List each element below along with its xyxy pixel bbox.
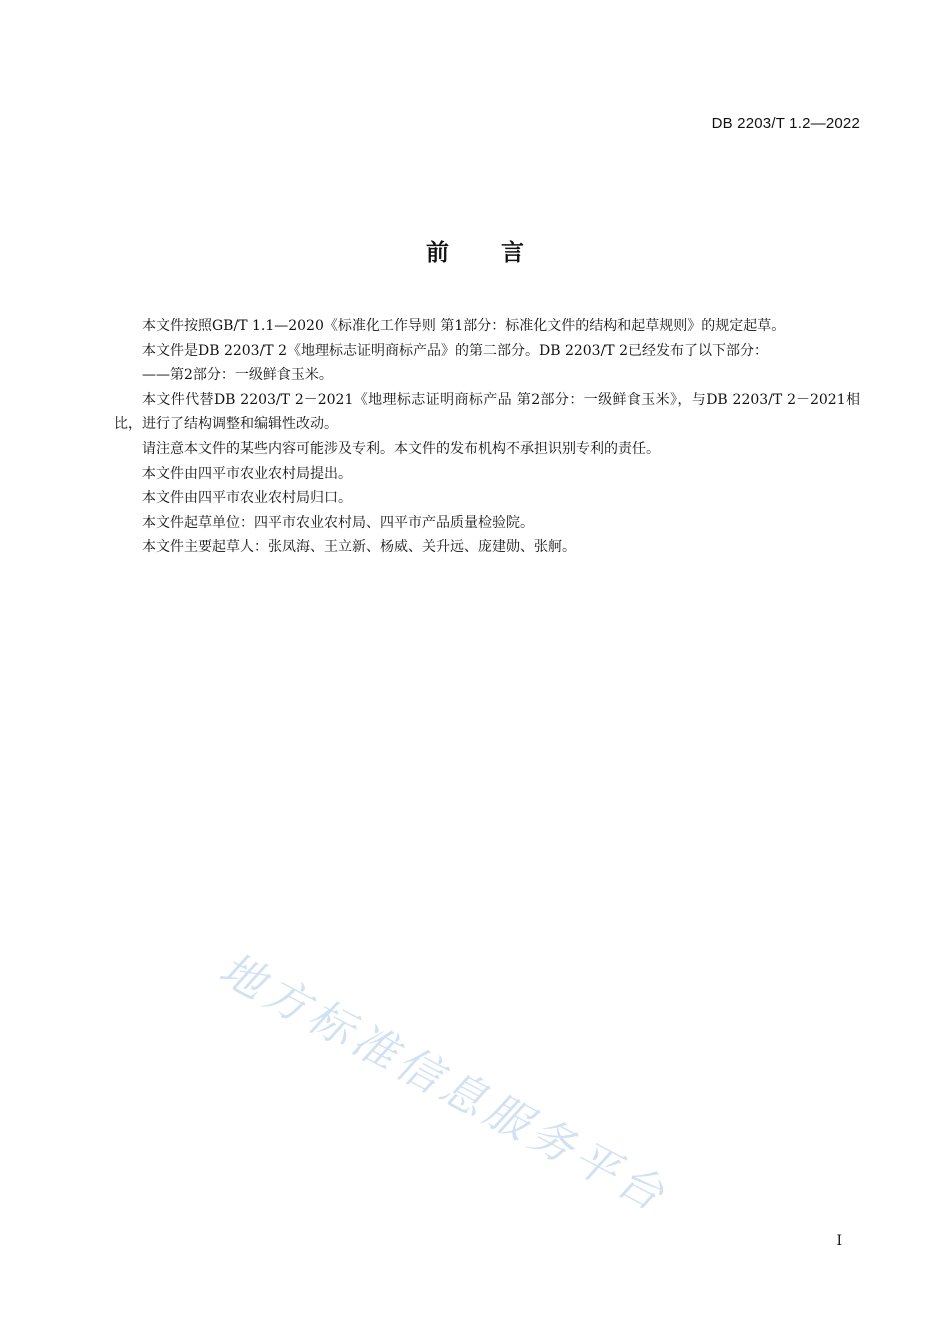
paragraph-part-statement: 本文件是DB 2203/T 2《地理标志证明商标产品》的第二部分。DB 2203/T 2已经发布了以下部分： bbox=[142, 342, 769, 359]
paragraph-patent-notice: 请注意本文件的某些内容可能涉及专利。本文件的发布机构不承担识别专利的责任。 bbox=[142, 440, 660, 457]
page-title: 前言 bbox=[426, 240, 576, 266]
paragraph-part-list-item: ——第2部分：一级鲜食玉米。 bbox=[142, 367, 333, 384]
watermark-text: 地方标准信息服务平台 bbox=[210, 943, 677, 1224]
paragraph-administrator: 本文件由四平市农业农村局归口。 bbox=[142, 490, 352, 507]
paragraph-drafting-units: 本文件起草单位：四平市农业农村局、四平市产品质量检验院。 bbox=[142, 514, 534, 531]
page-number: I bbox=[836, 1233, 842, 1249]
preface-body bbox=[114, 314, 860, 560]
paragraph-proposer: 本文件由四平市农业农村局提出。 bbox=[142, 465, 352, 482]
paragraph-drafters: 本文件主要起草人：张凤海、王立新、杨威、关升远、庞建勋、张舸。 bbox=[142, 539, 576, 556]
paragraph-drafting-rules: 本文件按照GB/T 1.1—2020《标准化工作导则 第1部分：标准化文件的结构和起草规则》的规定起草。 bbox=[142, 318, 786, 334]
document-code: DB 2203/T 1.2—2022 bbox=[711, 115, 860, 132]
paragraph-replacement: 本文件代替DB 2203/T 2－2021《地理标志证明商标产品 第2部分：一级鲜食玉米》，与DB 2203/T 2－2021相比，进行了结构调整和编辑性改动。 bbox=[114, 391, 860, 433]
